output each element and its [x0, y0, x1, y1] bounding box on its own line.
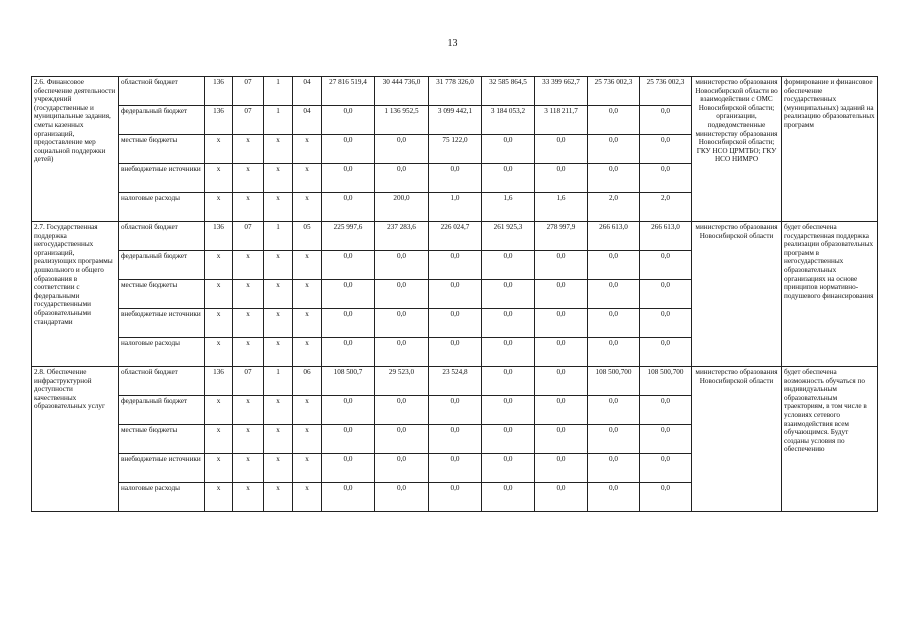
amount-cell: 0,0 — [588, 280, 640, 309]
amount-cell: 0,0 — [535, 367, 588, 396]
amount-cell: 0,0 — [535, 425, 588, 454]
amount-cell: 0,0 — [322, 396, 375, 425]
budget-code: x — [205, 193, 233, 222]
amount-cell: 1,0 — [429, 193, 482, 222]
budget-code: x — [293, 251, 322, 280]
amount-cell: 3 184 053,2 — [482, 106, 535, 135]
amount-cell: 0,0 — [375, 280, 429, 309]
amount-cell: 0,0 — [429, 425, 482, 454]
amount-cell: 0,0 — [535, 454, 588, 483]
funding-source: внебюджетные источники — [119, 164, 205, 193]
funding-source: областной бюджет — [119, 222, 205, 251]
amount-cell: 0,0 — [429, 483, 482, 512]
table-row — [32, 222, 878, 251]
budget-code: x — [205, 338, 233, 367]
budget-code: x — [293, 280, 322, 309]
amount-cell: 33 399 662,7 — [535, 77, 588, 106]
amount-cell: 0,0 — [375, 338, 429, 367]
expected-result: формирование и финансовое обеспечение государственных (муниципальных) заданий на реализацию образовательных программ — [782, 77, 878, 222]
amount-cell: 25 736 002,3 — [640, 77, 692, 106]
amount-cell: 29 523,0 — [375, 367, 429, 396]
amount-cell: 30 444 736,0 — [375, 77, 429, 106]
amount-cell: 23 524,8 — [429, 367, 482, 396]
amount-cell: 0,0 — [322, 280, 375, 309]
funding-source: внебюджетные источники — [119, 309, 205, 338]
budget-code: x — [293, 483, 322, 512]
budget-code: x — [233, 309, 264, 338]
amount-cell: 0,0 — [482, 425, 535, 454]
funding-source: внебюджетные источники — [119, 454, 205, 483]
amount-cell: 0,0 — [535, 309, 588, 338]
amount-cell: 0,0 — [375, 135, 429, 164]
amount-cell: 0,0 — [482, 251, 535, 280]
amount-cell: 0,0 — [322, 135, 375, 164]
amount-cell: 200,0 — [375, 193, 429, 222]
budget-code: x — [205, 454, 233, 483]
amount-cell: 266 613,0 — [588, 222, 640, 251]
budget-code: x — [233, 338, 264, 367]
amount-cell: 0,0 — [640, 135, 692, 164]
amount-cell: 0,0 — [375, 251, 429, 280]
budget-code: x — [293, 396, 322, 425]
funding-source: налоговые расходы — [119, 338, 205, 367]
budget-code: x — [233, 425, 264, 454]
budget-code: 06 — [293, 367, 322, 396]
amount-cell: 1,6 — [535, 193, 588, 222]
budget-code: 07 — [233, 222, 264, 251]
budget-code: 1 — [264, 106, 293, 135]
budget-code: x — [264, 425, 293, 454]
funding-source: местные бюджеты — [119, 425, 205, 454]
amount-cell: 108 500,7 — [322, 367, 375, 396]
budget-code: x — [264, 483, 293, 512]
amount-cell: 0,0 — [322, 454, 375, 483]
budget-code: 07 — [233, 77, 264, 106]
amount-cell: 0,0 — [535, 164, 588, 193]
budget-code: x — [264, 280, 293, 309]
amount-cell: 0,0 — [482, 164, 535, 193]
budget-code: x — [205, 309, 233, 338]
budget-code: x — [264, 338, 293, 367]
activity-title: 2.6. Финансовое обеспечение деятельности учреждений (государственные и муниципальные задания, сметы казенных организаций, предоставление мер социальной поддержки детей) — [32, 77, 119, 222]
amount-cell: 266 613,0 — [640, 222, 692, 251]
amount-cell: 0,0 — [640, 425, 692, 454]
amount-cell: 0,0 — [429, 338, 482, 367]
expected-result: будет обеспечена возможность обучаться по индивидуальным образовательным траекториям, в том числе в условиях сетевого взаимодействия всем обучающимся. Будут созданы условия по обеспечению — [782, 367, 878, 512]
page-number: 13 — [447, 38, 458, 49]
budget-code: x — [264, 135, 293, 164]
amount-cell: 0,0 — [482, 338, 535, 367]
amount-cell: 1,6 — [482, 193, 535, 222]
amount-cell: 0,0 — [482, 454, 535, 483]
amount-cell: 0,0 — [375, 454, 429, 483]
amount-cell: 2,0 — [588, 193, 640, 222]
amount-cell: 0,0 — [322, 483, 375, 512]
amount-cell: 0,0 — [640, 251, 692, 280]
budget-code: x — [264, 251, 293, 280]
budget-code: x — [233, 135, 264, 164]
amount-cell: 0,0 — [482, 309, 535, 338]
amount-cell: 0,0 — [640, 396, 692, 425]
funding-source: областной бюджет — [119, 77, 205, 106]
budget-code: 1 — [264, 77, 293, 106]
amount-cell: 0,0 — [640, 338, 692, 367]
amount-cell: 0,0 — [375, 309, 429, 338]
amount-cell: 0,0 — [322, 193, 375, 222]
table-row — [32, 367, 878, 396]
budget-code: x — [205, 135, 233, 164]
amount-cell: 225 997,6 — [322, 222, 375, 251]
amount-cell: 0,0 — [588, 483, 640, 512]
amount-cell: 0,0 — [322, 425, 375, 454]
budget-code: x — [205, 425, 233, 454]
budget-code: x — [293, 164, 322, 193]
amount-cell: 0,0 — [640, 483, 692, 512]
table-row — [32, 77, 878, 106]
budget-code: 1 — [264, 367, 293, 396]
amount-cell: 0,0 — [429, 396, 482, 425]
amount-cell: 0,0 — [375, 396, 429, 425]
amount-cell: 0,0 — [588, 396, 640, 425]
budget-code: 04 — [293, 106, 322, 135]
budget-code: 05 — [293, 222, 322, 251]
amount-cell: 0,0 — [640, 454, 692, 483]
budget-code: x — [293, 454, 322, 483]
budget-code: 07 — [233, 106, 264, 135]
funding-source: налоговые расходы — [119, 483, 205, 512]
budget-code: x — [233, 483, 264, 512]
amount-cell: 3 099 442,1 — [429, 106, 482, 135]
budget-code: x — [293, 135, 322, 164]
amount-cell: 0,0 — [429, 309, 482, 338]
budget-code: 136 — [205, 222, 233, 251]
responsible-executor: министерство образования Новосибирской области — [692, 222, 782, 367]
budget-code: 1 — [264, 222, 293, 251]
amount-cell: 0,0 — [375, 164, 429, 193]
amount-cell: 0,0 — [482, 135, 535, 164]
responsible-executor: министерство образования Новосибирской области — [692, 367, 782, 512]
funding-source: местные бюджеты — [119, 280, 205, 309]
amount-cell: 261 925,3 — [482, 222, 535, 251]
budget-code: x — [293, 338, 322, 367]
amount-cell: 0,0 — [535, 251, 588, 280]
amount-cell: 0,0 — [535, 280, 588, 309]
amount-cell: 0,0 — [322, 164, 375, 193]
funding-source: местные бюджеты — [119, 135, 205, 164]
amount-cell: 0,0 — [482, 367, 535, 396]
funding-source: налоговые расходы — [119, 193, 205, 222]
amount-cell: 31 778 326,0 — [429, 77, 482, 106]
budget-code: 07 — [233, 367, 264, 396]
budget-code: x — [264, 164, 293, 193]
budget-code: 04 — [293, 77, 322, 106]
amount-cell: 226 024,7 — [429, 222, 482, 251]
budget-code: x — [205, 251, 233, 280]
amount-cell: 0,0 — [375, 483, 429, 512]
amount-cell: 25 736 002,3 — [588, 77, 640, 106]
funding-source: федеральный бюджет — [119, 106, 205, 135]
amount-cell: 108 500,700 — [588, 367, 640, 396]
amount-cell: 0,0 — [429, 454, 482, 483]
amount-cell: 0,0 — [588, 454, 640, 483]
expected-result: будет обеспечена государственная поддержка реализации образовательных программ в негосударственных образовательных организациях на основе принципов нормативно-подушевого финансирования — [782, 222, 878, 367]
amount-cell: 0,0 — [429, 164, 482, 193]
budget-code: x — [233, 193, 264, 222]
budget-code: x — [205, 483, 233, 512]
amount-cell: 0,0 — [588, 338, 640, 367]
budget-code: x — [264, 396, 293, 425]
amount-cell: 1 136 952,5 — [375, 106, 429, 135]
amount-cell: 3 118 211,7 — [535, 106, 588, 135]
amount-cell: 0,0 — [322, 309, 375, 338]
budget-code: 136 — [205, 106, 233, 135]
program-table — [31, 76, 878, 512]
funding-source: областной бюджет — [119, 367, 205, 396]
activity-title: 2.7. Государственная поддержка негосударственных организаций, реализующих программы дошкольного и общего образования в соответствии с федеральными государственными образовательными стандартами — [32, 222, 119, 367]
amount-cell: 0,0 — [588, 106, 640, 135]
budget-code: x — [233, 454, 264, 483]
amount-cell: 0,0 — [429, 251, 482, 280]
amount-cell: 0,0 — [535, 135, 588, 164]
budget-code: x — [293, 425, 322, 454]
amount-cell: 237 283,6 — [375, 222, 429, 251]
budget-code: x — [293, 193, 322, 222]
amount-cell: 0,0 — [640, 309, 692, 338]
amount-cell: 0,0 — [588, 135, 640, 164]
budget-code: x — [233, 251, 264, 280]
budget-code: x — [264, 193, 293, 222]
amount-cell: 108 500,700 — [640, 367, 692, 396]
amount-cell: 0,0 — [640, 106, 692, 135]
amount-cell: 0,0 — [375, 425, 429, 454]
amount-cell: 0,0 — [322, 338, 375, 367]
amount-cell: 0,0 — [588, 425, 640, 454]
budget-code: x — [233, 164, 264, 193]
budget-code: x — [205, 280, 233, 309]
responsible-executor: министерство образования Новосибирской области во взаимодействии с ОМС Новосибирской области; организации, подведомственные министерству образования Новосибирской области; ГКУ НСО ЦРМТБО; ГКУ НСО НИМРО — [692, 77, 782, 222]
amount-cell: 0,0 — [322, 251, 375, 280]
activity-title: 2.8. Обеспечение инфраструктурной доступности качественных образовательных услуг — [32, 367, 119, 512]
amount-cell: 0,0 — [588, 309, 640, 338]
budget-code: x — [205, 396, 233, 425]
budget-code: 136 — [205, 367, 233, 396]
amount-cell: 0,0 — [588, 164, 640, 193]
budget-code: x — [205, 164, 233, 193]
amount-cell: 2,0 — [640, 193, 692, 222]
budget-code: x — [264, 454, 293, 483]
amount-cell: 0,0 — [588, 251, 640, 280]
funding-source: федеральный бюджет — [119, 396, 205, 425]
budget-code: 136 — [205, 77, 233, 106]
amount-cell: 278 997,9 — [535, 222, 588, 251]
amount-cell: 75 122,0 — [429, 135, 482, 164]
amount-cell: 0,0 — [640, 280, 692, 309]
amount-cell: 0,0 — [429, 280, 482, 309]
amount-cell: 32 585 864,5 — [482, 77, 535, 106]
amount-cell: 0,0 — [482, 280, 535, 309]
amount-cell: 0,0 — [322, 106, 375, 135]
amount-cell: 0,0 — [482, 483, 535, 512]
budget-code: x — [293, 309, 322, 338]
amount-cell: 0,0 — [535, 396, 588, 425]
amount-cell: 0,0 — [535, 483, 588, 512]
budget-code: x — [264, 309, 293, 338]
budget-code: x — [233, 396, 264, 425]
amount-cell: 0,0 — [535, 338, 588, 367]
amount-cell: 0,0 — [640, 164, 692, 193]
amount-cell: 27 816 519,4 — [322, 77, 375, 106]
funding-source: федеральный бюджет — [119, 251, 205, 280]
budget-code: x — [233, 280, 264, 309]
amount-cell: 0,0 — [482, 396, 535, 425]
